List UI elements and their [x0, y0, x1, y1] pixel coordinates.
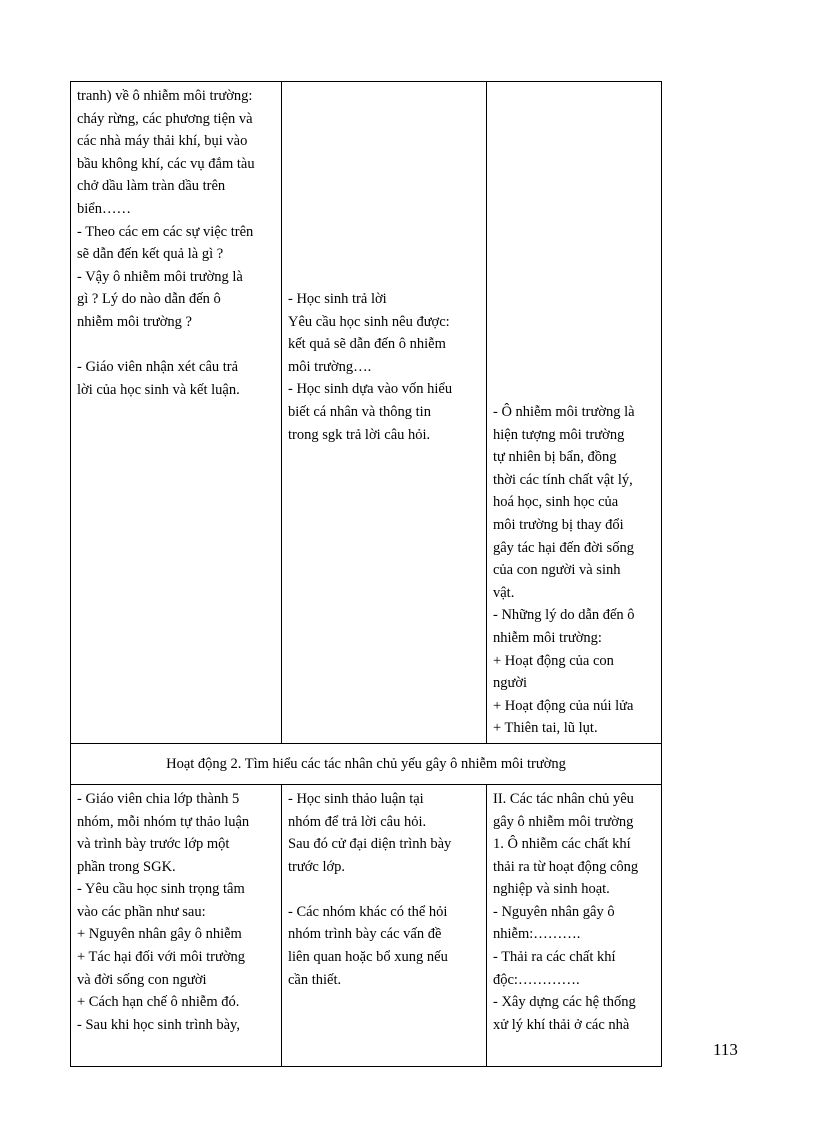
content-cell — [487, 82, 662, 744]
text-block — [288, 901, 480, 991]
text-line: nhóm để trả lời câu hỏi. — [288, 813, 427, 830]
spacer — [288, 85, 480, 288]
text-line: nhiễm:………. — [493, 926, 581, 943]
text-line: hiện tượng môi trường — [493, 426, 625, 443]
spacer — [77, 334, 275, 357]
text-line: cháy rừng, các phương tiện và — [77, 110, 253, 127]
text-block — [493, 401, 655, 604]
text-line: thải ra từ hoạt động công — [493, 858, 639, 875]
text-line: - Học sinh dựa vào vốn hiểu — [288, 381, 453, 398]
text-line: người — [493, 675, 528, 692]
content-cell — [487, 784, 662, 1066]
table-row — [71, 784, 662, 1066]
text-line: tranh) về ô nhiễm môi trường: — [77, 88, 253, 104]
teacher-activity-cell — [71, 82, 282, 744]
text-line: nhóm trình bày các vấn đề — [288, 926, 442, 943]
text-line: lời của học sinh và kết luận. — [77, 381, 240, 398]
text-line: gây tác hại đến đời sống — [493, 539, 634, 556]
text-block — [77, 85, 275, 221]
text-line: Yêu cầu học sinh nêu được: — [288, 313, 450, 330]
text-line: gì ? Lý do nào dẫn đến ô — [77, 291, 221, 308]
text-line: trong sgk trả lời câu hỏi. — [288, 426, 431, 443]
text-block — [77, 221, 275, 266]
text-block — [77, 356, 275, 401]
text-line: nghiệp và sinh hoạt. — [493, 881, 610, 898]
text-line: - Giáo viên nhận xét câu trả — [77, 359, 239, 376]
activity-heading: Hoạt động 2. Tìm hiểu các tác nhân chủ yếu gây ô nhiễm môi trường — [71, 743, 662, 784]
text-line: - Ô nhiễm môi trường là — [493, 404, 635, 420]
text-line: + Cách hạn chế ô nhiễm đó. — [77, 994, 240, 1011]
text-line: + Thiên tai, lũ lụt. — [493, 720, 598, 737]
text-line: - Giáo viên chia lớp thành 5 — [77, 790, 240, 807]
text-line: môi trường bị thay đổi — [493, 516, 624, 533]
spacer — [288, 878, 480, 901]
text-line: Sau đó cử đại diện trình bày — [288, 836, 452, 853]
text-line: kết quả sẽ dẫn đến ô nhiễm — [288, 336, 446, 353]
text-line: - Sau khi học sinh trình bày, — [77, 1016, 240, 1033]
text-line: - Học sinh trả lời — [288, 291, 387, 307]
text-line: - Thải ra các chất khí — [493, 949, 616, 966]
text-line: và đời sống con người — [77, 971, 207, 988]
text-line: các nhà máy thải khí, bụi vào — [77, 133, 248, 150]
text-line: gây ô nhiễm môi trường — [493, 813, 634, 830]
text-line: + Nguyên nhân gây ô nhiễm — [77, 926, 242, 943]
text-line: nhiễm môi trường ? — [77, 313, 192, 330]
text-line: - Theo các em các sự việc trên — [77, 223, 254, 240]
text-line: - Xây dựng các hệ thống — [493, 994, 636, 1011]
text-line: 1. Ô nhiễm các chất khí — [493, 836, 631, 853]
text-line: phần trong SGK. — [77, 858, 176, 875]
table-row — [71, 743, 662, 784]
text-line: nhóm, mỗi nhóm tự thảo luận — [77, 813, 250, 830]
text-block — [493, 604, 655, 740]
text-line: của con người và sinh — [493, 562, 621, 579]
text-block — [288, 788, 480, 878]
text-block — [288, 378, 480, 446]
text-line: thời các tính chất vật lý, — [493, 471, 633, 488]
text-line: + Hoạt động của núi lửa — [493, 697, 634, 714]
text-block — [77, 788, 275, 1037]
text-line: biết cá nhân và thông tin — [288, 403, 431, 420]
text-line: nhiễm môi trường: — [493, 629, 602, 646]
text-line: và trình bày trước lớp một — [77, 836, 230, 853]
text-line: + Tác hại đối với môi trường — [77, 949, 246, 966]
text-line: xử lý khí thải ở các nhà — [493, 1016, 630, 1033]
text-line: sẽ dẫn đến kết quả là gì ? — [77, 246, 224, 263]
text-block — [77, 266, 275, 334]
text-line: liên quan hoặc bổ xung nếu — [288, 949, 448, 966]
text-line: vào các phần như sau: — [77, 903, 206, 920]
text-line: - Những lý do dẫn đến ô — [493, 607, 635, 624]
text-line: II. Các tác nhân chủ yêu — [493, 790, 634, 807]
student-activity-cell — [282, 784, 487, 1066]
teacher-activity-cell — [71, 784, 282, 1066]
text-line: hoá học, sinh học của — [493, 494, 619, 511]
lesson-table — [70, 81, 662, 1067]
student-activity-cell — [282, 82, 487, 744]
text-line: môi trường…. — [288, 358, 372, 375]
text-line: vật. — [493, 584, 515, 601]
table-row — [71, 82, 662, 744]
text-line: - Yêu cầu học sinh trọng tâm — [77, 881, 245, 898]
text-line: độc:…………. — [493, 971, 580, 988]
text-line: - Học sinh thảo luận tại — [288, 790, 424, 807]
text-line: bầu không khí, các vụ đắm tàu — [77, 155, 255, 172]
text-block — [288, 288, 480, 378]
page-number: 113 — [713, 1040, 738, 1059]
text-line: trước lớp. — [288, 858, 346, 875]
text-line: cần thiết. — [288, 971, 342, 988]
spacer — [493, 85, 655, 401]
text-line: - Vậy ô nhiễm môi trường là — [77, 268, 243, 285]
text-line: biển…… — [77, 200, 131, 217]
text-line: chở dầu làm tràn dầu trên — [77, 178, 226, 195]
text-block — [493, 788, 655, 1037]
text-line: tự nhiên bị bẩn, đồng — [493, 449, 617, 466]
text-line: - Các nhóm khác có thể hỏi — [288, 903, 448, 920]
text-line: - Nguyên nhân gây ô — [493, 903, 615, 920]
text-line: + Hoạt động của con — [493, 652, 614, 669]
